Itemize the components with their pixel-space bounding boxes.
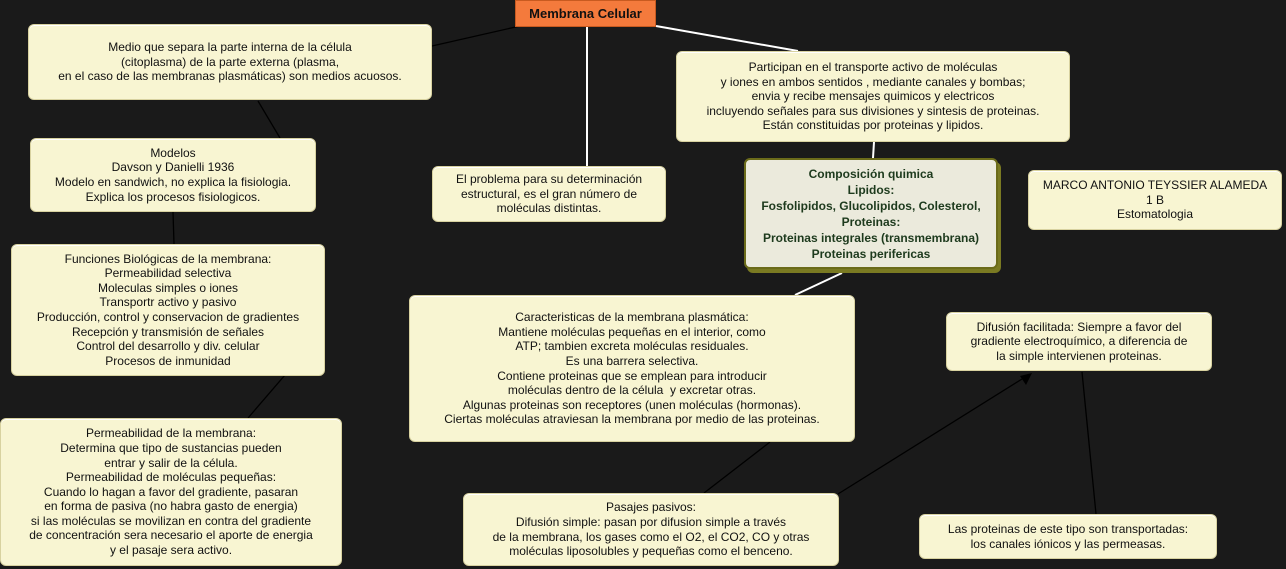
- node-medio[interactable]: [28, 24, 432, 100]
- node-difusion-text: Difusión facilitada: Siempre a favor del gradiente electroquímico, a diferencia de la simple intervienen proteinas.: [970, 319, 1188, 363]
- node-participan-text: Participan en el transporte activo de moléculas y iones en ambos sentidos , mediante canales y bombas; envia y recibe mensajes quimicos y electricos incluyendo señales para sus divisiones y sintesis de proteinas. Están constituidas por proteinas y lipidos.: [706, 60, 1040, 133]
- node-difusion-facilitada[interactable]: [946, 312, 1212, 371]
- node-funciones[interactable]: [11, 244, 325, 376]
- link-difusion-canales: [1082, 372, 1096, 514]
- link-root-medio: [432, 26, 520, 46]
- node-funciones-text: Funciones Biológicas de la membrana: Permeabilidad selectiva Moleculas simples o iones Transportr activo y pasivo Producción, control y conservacion de gradientes Recepción y transmisión de señales Control del desarrollo y div. celular Procesos de inmunidad: [36, 251, 300, 368]
- node-problema[interactable]: [432, 166, 666, 222]
- node-modelos[interactable]: [30, 138, 316, 212]
- node-autor-text: MARCO ANTONIO TEYSSIER ALAMEDA 1 B Estomatologia: [1042, 178, 1268, 222]
- link-root-participan: [656, 26, 798, 51]
- link-medio-modelos: [258, 101, 280, 138]
- node-composicion-text: Composición quimica Lipidos: Fosfolipidos, Glucolipidos, Colesterol, Proteinas: Proteinas integrales (transmembrana) Proteinas perifericas: [761, 166, 981, 261]
- node-canales[interactable]: [919, 514, 1217, 559]
- link-caract-pasajes: [704, 442, 770, 493]
- node-caracteristicas[interactable]: [409, 295, 855, 442]
- link-funciones-permeabilidad: [248, 375, 285, 418]
- node-autor[interactable]: [1028, 170, 1282, 230]
- node-composicion[interactable]: [744, 158, 998, 269]
- link-pasajes-difusion: [838, 379, 1022, 494]
- link-modelos-funciones: [173, 212, 174, 244]
- node-permeabilidad[interactable]: [0, 418, 342, 566]
- node-pasajes-text: Pasajes pasivos: Difusión simple: pasan por difusion simple a través de la membrana, los gases como el O2, el CO2, CO y otras moléculas liposolubles y pequeñas como el benceno.: [492, 500, 810, 559]
- node-pasajes-pasivos[interactable]: [463, 493, 839, 566]
- link-participan-composicion: [873, 142, 874, 158]
- link-composicion-caract: [795, 273, 842, 295]
- root-label: Membrana Celular: [529, 6, 642, 21]
- node-participan[interactable]: [676, 51, 1070, 142]
- node-modelos-text: Modelos Davson y Danielli 1936 Modelo en sandwich, no explica la fisiologia. Explica los procesos fisiologicos.: [54, 145, 292, 204]
- root-topic-membrana-celular[interactable]: [515, 0, 656, 27]
- node-caracteristicas-text: Caracteristicas de la membrana plasmática: Mantiene moléculas pequeñas en el interior, como ATP; tambien excreta moléculas residuales. Es una barrera selectiva. Contiene proteinas que se emplean para introducir moléculas dentro de la célula y excretar otras. Algunas proteinas son receptores (unen moléculas (hormonas). Ciertas moléculas atraviesan la membrana por medio de las proteinas.: [444, 310, 820, 427]
- node-medio-text: Medio que separa la parte interna de la célula (citoplasma) de la parte externa (plasma, en el caso de las membranas plasmáticas) son medios acuosos.: [58, 40, 402, 84]
- node-canales-text: Las proteinas de este tipo son transportadas: los canales iónicos y las permeasas.: [947, 521, 1189, 551]
- node-problema-text: El problema para su determinación estructural, es el gran número de moléculas distintas.: [455, 172, 643, 216]
- node-permeabilidad-text: Permeabilidad de la membrana: Determina que tipo de sustancias pueden entrar y salir de la célula. Permeabilidad de moléculas pequeñas: Cuando lo hagan a favor del gradiente, pasaran en forma de pasiva (no habra gasto de energia) si las moléculas se movilizan en contra del gradiente de concentración sera necesario el aporte de energia y el pasaje sera activo.: [29, 426, 313, 558]
